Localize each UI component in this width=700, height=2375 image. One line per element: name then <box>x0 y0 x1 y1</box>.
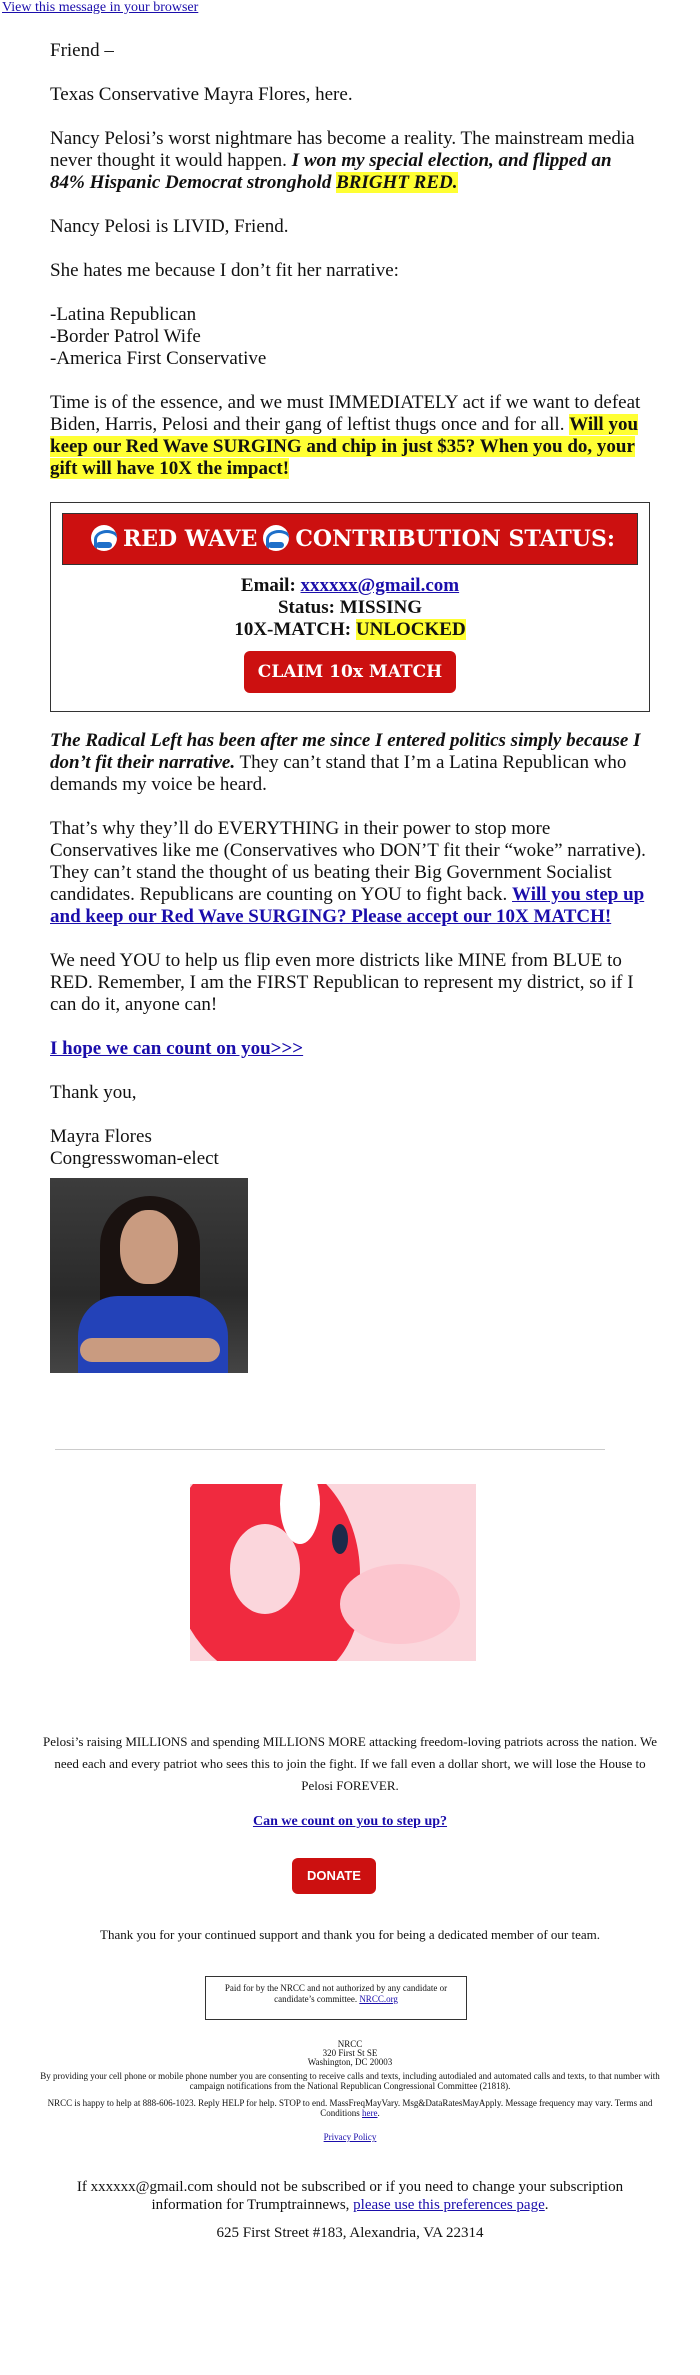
paragraph-4: Time is of the essence, and we must IMMEDIATELY act if we want to defeat Biden, Harris, Pelosi and their gang of leftist thugs once and for all. Will you keep our Red Wave SURGING and chip in just $35? When you do, your gift will have 10X the impact! <box>50 392 641 479</box>
greeting: Friend – <box>50 40 114 61</box>
identity-list <box>50 304 650 370</box>
sms-disclaimer: By providing your cell phone or mobile phone number you are consenting to receive calls and texts, including autodialed and automated calls and texts, to that number with campaign notifications from the National Republican Congressional Committee (21818). <box>40 2071 660 2091</box>
list-item: -Border Patrol Wife <box>50 326 201 347</box>
paragraph-3: She hates me because I don’t fit her narrative: <box>50 260 399 281</box>
count-on-you-paragraph <box>50 1038 650 1060</box>
paid-for-box: Paid for by the NRCC and not authorized by any candidate or candidate’s committee. NRCC.org <box>205 1976 467 2020</box>
thank-you: Thank you, <box>50 1082 137 1103</box>
paragraph-7: We need YOU to help us flip even more districts like MINE from BLUE to RED. Remember, I am the FIRST Republican to represent my district, so if I can do it, anyone can! <box>50 950 634 1015</box>
banner-graphic <box>190 1484 476 1661</box>
footer-link-wrap <box>40 1814 660 1830</box>
list-item: -Latina Republican <box>50 304 197 325</box>
nrcc-link[interactable]: NRCC.org <box>359 1994 398 2004</box>
email-body <box>50 40 650 1373</box>
step-up-link[interactable]: Will you step up and keep our Red Wave SURGING? Please accept our 10X MATCH! <box>50 884 645 927</box>
count-on-you-footer-link[interactable]: Can we count on you to step up? <box>252 1814 448 1829</box>
view-in-browser-link[interactable]: View this message in your browser <box>2 0 199 15</box>
privacy-policy-link[interactable]: Privacy Policy <box>323 2132 377 2142</box>
status-line: Status: MISSING <box>277 597 423 618</box>
wave-icon <box>263 525 289 551</box>
signature-name: Mayra Flores <box>50 1126 152 1147</box>
email-link[interactable]: xxxxxx@gmail.com <box>300 575 460 596</box>
privacy-wrap <box>40 2132 660 2142</box>
paragraph-5: The Radical Left has been after me since I entered politics simply because I don’t fit their narrative. They can’t stand that I’m a Latina Republican who demands my voice be heard. <box>50 730 641 795</box>
contribution-status-box <box>50 502 650 712</box>
count-on-you-link[interactable]: I hope we can count on you>>> <box>50 1038 304 1059</box>
signature <box>50 1126 650 1170</box>
match-status: UNLOCKED <box>355 619 466 640</box>
donate-button[interactable]: DONATE <box>292 1858 376 1894</box>
terms-link[interactable]: here <box>362 2108 378 2118</box>
footer-thanks: Thank you for your continued support and thank you for being a dedicated member of our team. <box>100 1927 600 1942</box>
footer-paragraph: Pelosi’s raising MILLIONS and spending MILLIONS MORE attacking freedom-loving patriots across the nation. We need each and every patriot who sees this to join the fight. If we fall even a dollar short, we will lose the House to Pelosi FOREVER. <box>43 1734 657 1793</box>
preferences-link[interactable]: please use this preferences page <box>353 2197 545 2213</box>
paragraph-1: Nancy Pelosi’s worst nightmare has become a reality. The mainstream media never thought it would happen. I won my special election, and flipped an 84% Hispanic Democrat stronghold BRIGHT RED. <box>50 128 635 193</box>
status-details: Email: xxxxxx@gmail.com Status: MISSING 10X-MATCH: UNLOCKED <box>234 575 466 640</box>
candidate-photo <box>50 1178 248 1373</box>
bright-red-highlight: BRIGHT RED. <box>336 172 458 193</box>
ask-highlight: Will you keep our Red Wave SURGING and chip in just $35? When you do, your gift will have 10X the impact! <box>50 414 639 479</box>
help-text: NRCC is happy to help at 888-606-1023. Reply HELP for help. STOP to end. MassFreqMayVary. Msg&DataRatesMayApply. Message frequency may vary. Terms and Conditions here. <box>47 2098 653 2118</box>
signature-title: Congresswoman-elect <box>50 1148 219 1169</box>
list-item: -America First Conservative <box>50 348 267 369</box>
paragraph-2: Nancy Pelosi is LIVID, Friend. <box>50 216 289 237</box>
claim-match-button[interactable]: CLAIM 10x MATCH <box>244 651 456 693</box>
subscription-text: If xxxxxx@gmail.com should not be subscribed or if you need to change your subscription information for Trumptrainnews, please use this preferences page. <box>76 2179 624 2213</box>
paragraph-6: That’s why they’ll do EVERYTHING in their power to stop more Conservatives like me (Conservatives who DON’T fit their “woke” narrative). They can’t stand the thought of us beating their Big Government Socialist candidates. Republicans are counting on YOU to fight back. Will you step up and keep our Red Wave SURGING? Please accept our 10X MATCH! <box>50 818 646 927</box>
wave-icon <box>91 525 117 551</box>
intro-line: Texas Conservative Mayra Flores, here. <box>50 84 353 105</box>
street-address: 625 First Street #183, Alexandria, VA 22314 <box>216 2225 484 2241</box>
divider <box>55 1449 605 1450</box>
mailing-address: NRCC 320 First St SE Washington, DC 20003 <box>307 2039 393 2067</box>
status-header: RED WAVE CONTRIBUTION STATUS: <box>62 513 638 565</box>
